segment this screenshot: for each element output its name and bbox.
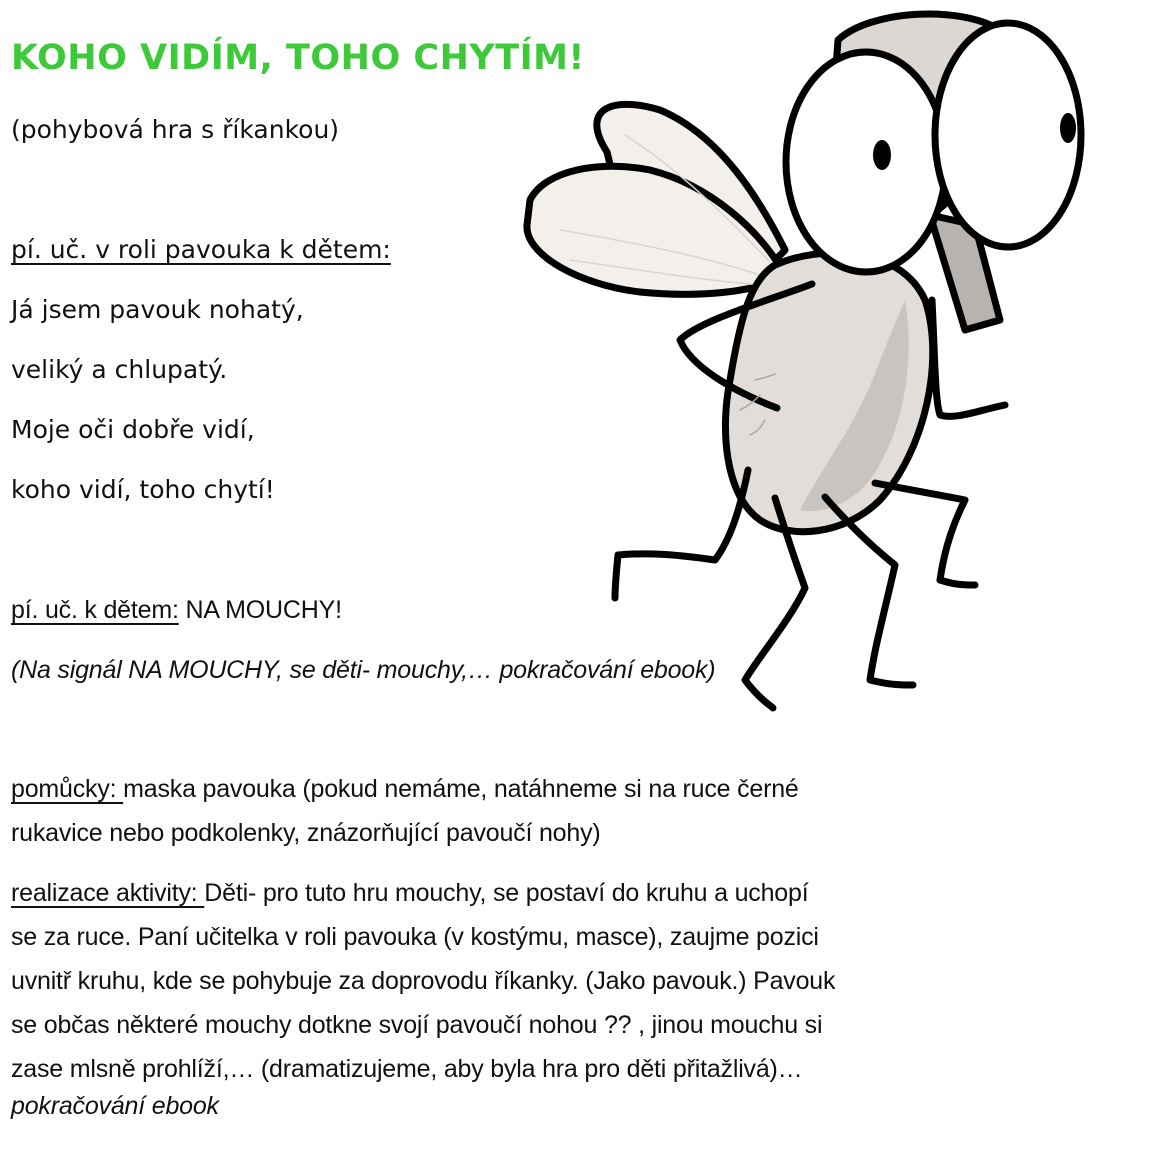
fly-leg-4: [875, 483, 975, 585]
fly-head: [830, 14, 1017, 255]
fly-arm-right: [932, 300, 1005, 416]
right-eye: [935, 23, 1081, 247]
rhyme-line: Já jsem pavouk nohatý,: [11, 295, 304, 324]
realization-paragraph: [11, 871, 1051, 1121]
page-title: KOHO VIDÍM, TOHO CHYTÍM!: [11, 38, 585, 78]
aids-line: rukavice nebo podkolenky, znázorňující pavoučí nohy): [11, 819, 601, 847]
signal-label: pí. uč. k dětem:: [11, 596, 179, 624]
subtitle: (pohybová hra s říkankou): [11, 115, 340, 144]
fly-leg-2: [745, 498, 805, 708]
rhyme-line: veliký a chlupatý.: [11, 355, 228, 384]
realization-continuation: pokračování ebook: [11, 1092, 219, 1120]
fly-body: [725, 253, 932, 532]
signal-note: (Na signál NA MOUCHY, se děti- mouchy,… pokračování ebook): [11, 656, 716, 684]
right-pupil: [1060, 113, 1076, 143]
left-pupil: [873, 140, 891, 170]
fly-leg-3: [825, 497, 913, 685]
realization-line: zase mlsně prohlíží,… (dramatizujeme, aby byla hra pro děti přitažlivá)…: [11, 1055, 803, 1083]
rhyme-line: koho vidí, toho chytí!: [11, 475, 275, 504]
realization-line: se občas některé mouchy dotkne svojí pavoučí nohou ?? , jinou mouchu si: [11, 1011, 823, 1039]
realization-line: Děti- pro tuto hru mouchy, se postaví do kruhu a uchopí: [204, 879, 809, 907]
front-wing: [527, 166, 785, 294]
fly-arm-left: [680, 284, 812, 408]
aids-line: maska pavouka (pokud nemáme, natáhneme si na ruce černé: [123, 775, 799, 803]
realization-line: se za ruce. Paní učitelka v roli pavouka (v kostýmu, masce), zaujme pozici: [11, 923, 819, 951]
aids-paragraph: [11, 767, 1051, 855]
fly-proboscis: [930, 215, 1000, 330]
left-eye: [786, 52, 946, 272]
fly-leg-1: [615, 470, 748, 598]
aids-label: pomůcky:: [11, 775, 124, 803]
signal-text: NA MOUCHY!: [178, 596, 342, 624]
signal-line: [11, 595, 342, 625]
rhyme-heading: pí. uč. v roli pavouka k dětem:: [11, 235, 391, 264]
realization-line: uvnitř kruhu, kde se pohybuje za doprovodu říkanky. (Jako pavouk.) Pavouk: [11, 967, 836, 995]
realization-label: realizace aktivity:: [11, 879, 205, 907]
rhyme-line: Moje oči dobře vidí,: [11, 415, 255, 444]
back-wing: [597, 104, 785, 275]
